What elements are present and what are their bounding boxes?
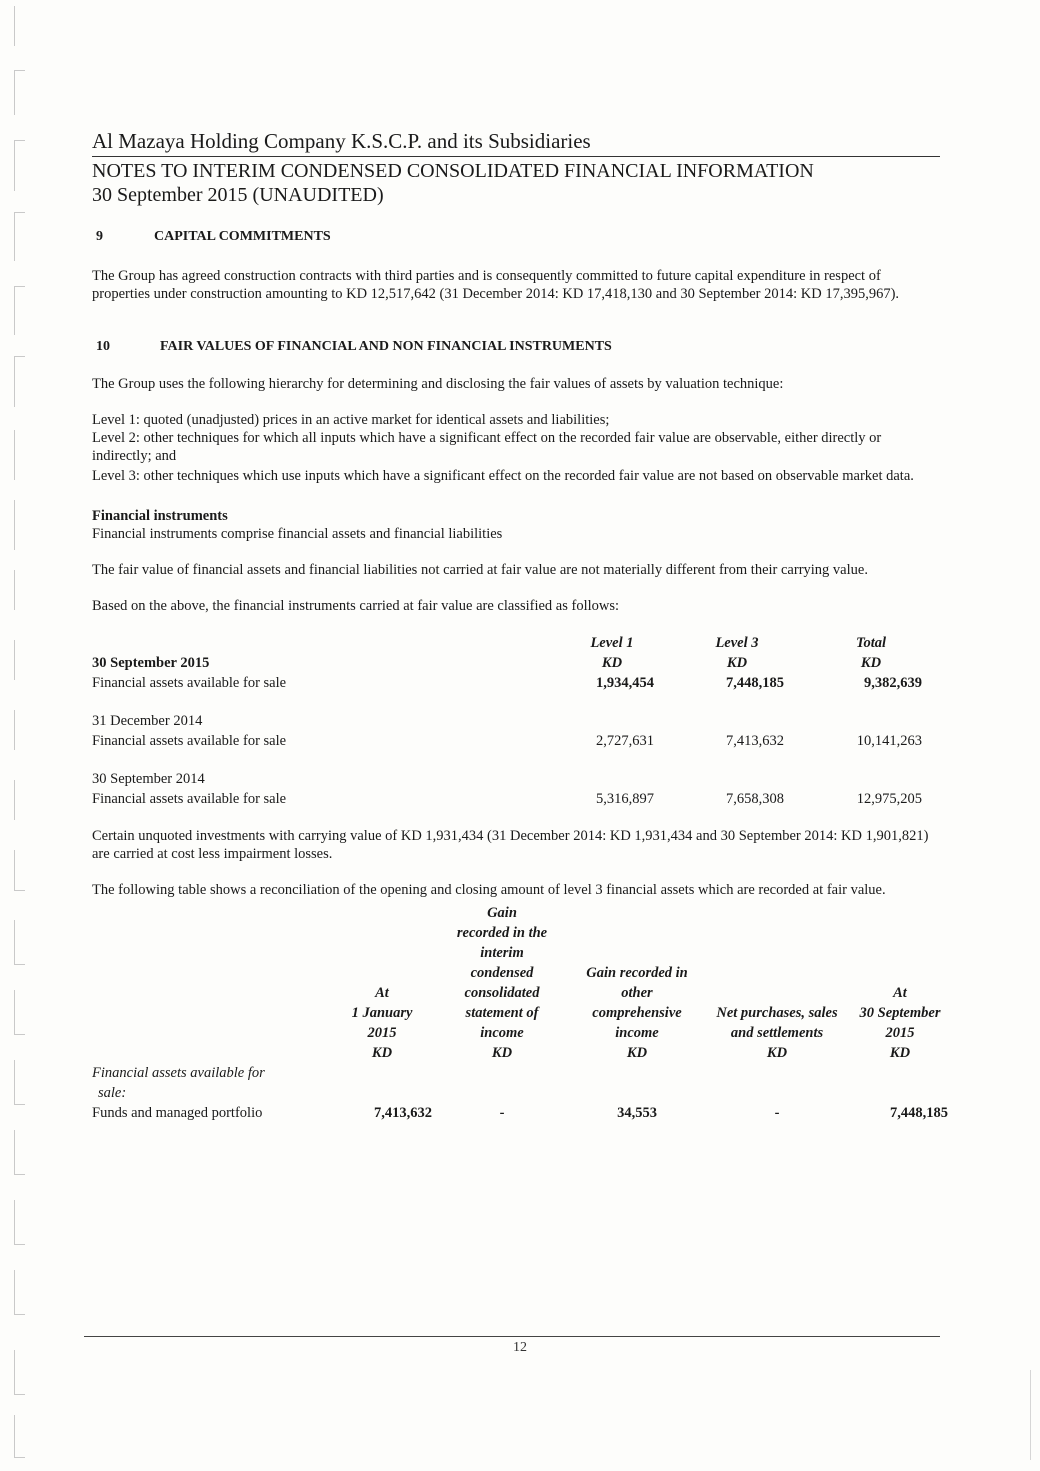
col-gain-income xyxy=(432,903,572,1063)
footer-rule xyxy=(84,1336,940,1337)
cell-gain-income: - xyxy=(499,1105,505,1121)
cell-total: 10,141,263 xyxy=(856,733,922,749)
col-at-1-january xyxy=(332,903,432,1063)
table-row xyxy=(92,731,940,751)
header-line: Gain recorded in xyxy=(586,965,688,981)
header-line: Net purchases, sales xyxy=(716,1005,838,1021)
group-label-line: sale: xyxy=(98,1085,127,1101)
table-row xyxy=(92,673,940,693)
reconciliation-intro: The following table shows a reconciliation of the opening and closing amount of level 3 financial assets which are recorded at fair value. xyxy=(92,882,886,898)
period-3-label: 30 September 2014 xyxy=(92,771,205,787)
row-label: Financial assets available for sale xyxy=(92,733,287,749)
header-line: KD xyxy=(889,1045,911,1061)
hierarchy-intro: The Group uses the following hierarchy for determining and disclosing the fair values of assets by valuation technique: xyxy=(92,376,784,392)
section-9-number: 9 xyxy=(96,229,103,244)
header-line: income xyxy=(615,1025,659,1041)
level-2-definition: Level 2: other techniques for which all inputs which have a significant effect on the recorded fair value are observable, either directly or indirectly; and xyxy=(92,430,882,464)
level-1-definition: Level 1: quoted (unadjusted) prices in an active market for identical assets and liabilities; xyxy=(92,412,610,428)
section-9-body: The Group has agreed construction contracts with third parties and is consequently committed to future capital expenditure in respect of properties under construction amounting to KD 12,517,642 (31 December 2014: KD 17,418,130 and 30 September 2014: KD 17,395,967). xyxy=(92,268,900,302)
fair-value-table xyxy=(92,633,940,809)
header-line: other xyxy=(621,985,653,1001)
header-line: interim xyxy=(480,945,524,961)
notes-title: NOTES TO INTERIM CONDENSED CONSOLIDATED FINANCIAL INFORMATION xyxy=(92,160,814,182)
classification-text: Based on the above, the financial instruments carried at fair value are classified as follows: xyxy=(92,598,620,614)
section-10-heading xyxy=(92,339,942,355)
level-3-reconciliation-table xyxy=(92,903,948,1123)
cell-level-3: 7,413,632 xyxy=(726,733,784,749)
cell-level-1: 2,727,631 xyxy=(596,733,654,749)
unquoted-investments-text: Certain unquoted investments with carrying value of KD 1,931,434 (31 December 2014: KD 1,931,434 and 30 September 2014: KD 1,901,821) are carried at cost less impairment losses. xyxy=(92,828,929,862)
level-definitions xyxy=(92,411,942,485)
scan-edge-mark xyxy=(1030,1370,1031,1460)
header-line: 30 September xyxy=(859,1005,941,1021)
header-line: 1 January xyxy=(351,1005,413,1021)
section-10-title: FAIR VALUES OF FINANCIAL AND NON FINANCIAL INSTRUMENTS xyxy=(160,339,612,354)
header-line: KD xyxy=(766,1045,788,1061)
unit-total: KD xyxy=(860,655,882,671)
page-content xyxy=(92,128,948,1123)
header-line: and settlements xyxy=(730,1025,824,1041)
header-line: KD xyxy=(491,1045,513,1061)
cell-level-3: 7,448,185 xyxy=(726,675,784,691)
cell-total: 12,975,205 xyxy=(856,791,922,807)
group-label xyxy=(92,1063,332,1103)
financial-instruments-text: Financial instruments comprise financial assets and financial liabilities xyxy=(92,526,503,542)
header-line: KD xyxy=(371,1045,393,1061)
header-line: recorded in the xyxy=(456,925,548,941)
header-line: condensed xyxy=(470,965,534,981)
header-line: comprehensive xyxy=(592,1005,682,1021)
header-line: 2015 xyxy=(885,1025,915,1041)
header-line: consolidated xyxy=(464,985,540,1001)
financial-instruments-heading: Financial instruments xyxy=(92,508,228,524)
period-label: 30 September 2015 (UNAUDITED) xyxy=(92,184,384,206)
col-net-purchases xyxy=(702,903,852,1063)
cell-net-purchases: - xyxy=(774,1105,780,1121)
cell-level-3: 7,658,308 xyxy=(726,791,784,807)
row-label: Financial assets available for sale xyxy=(92,675,287,691)
header-line: KD xyxy=(626,1045,648,1061)
col-level-3: Level 3 xyxy=(715,635,759,651)
col-gain-oci xyxy=(572,903,702,1063)
row-label: Financial assets available for sale xyxy=(92,791,287,807)
group-label-line: Financial assets available for xyxy=(92,1065,265,1081)
header-rule xyxy=(92,156,940,157)
unit-level-1: KD xyxy=(601,655,623,671)
cell-closing: 7,448,185 xyxy=(890,1105,948,1121)
header-line: At xyxy=(375,985,389,1001)
scan-margin-marks xyxy=(0,0,40,1471)
cell-gain-oci: 34,553 xyxy=(617,1105,657,1121)
col-level-1: Level 1 xyxy=(590,635,634,651)
cell-opening: 7,413,632 xyxy=(374,1105,432,1121)
table-row xyxy=(92,1103,948,1123)
level-3-definition: Level 3: other techniques which use inputs which have a significant effect on the recorded fair value are not based on observable market data. xyxy=(92,468,914,484)
header-line: At xyxy=(893,985,907,1001)
col-total: Total xyxy=(855,635,887,651)
section-10-number: 10 xyxy=(96,339,110,354)
period-1-label: 30 September 2015 xyxy=(92,655,210,671)
page-number: 12 xyxy=(513,1340,527,1355)
header-line: statement of xyxy=(465,1005,539,1021)
header-line: income xyxy=(480,1025,524,1041)
period-2-label: 31 December 2014 xyxy=(92,713,203,729)
fair-value-text: The fair value of financial assets and financial liabilities not carried at fair value are not materially different from their carrying value. xyxy=(92,562,868,578)
cell-level-1: 5,316,897 xyxy=(596,791,654,807)
header-line: Gain xyxy=(487,905,517,921)
table-row xyxy=(92,789,940,809)
cell-level-1: 1,934,454 xyxy=(596,675,654,691)
cell-total: 9,382,639 xyxy=(864,675,922,691)
company-name: Al Mazaya Holding Company K.S.C.P. and its Subsidiaries xyxy=(92,129,591,153)
col-at-30-september xyxy=(852,903,948,1063)
header-line: 2015 xyxy=(367,1025,397,1041)
section-9-heading xyxy=(92,229,942,245)
row-label: Funds and managed portfolio xyxy=(92,1105,263,1121)
section-9-title: CAPITAL COMMITMENTS xyxy=(154,229,331,244)
unit-level-3: KD xyxy=(726,655,748,671)
